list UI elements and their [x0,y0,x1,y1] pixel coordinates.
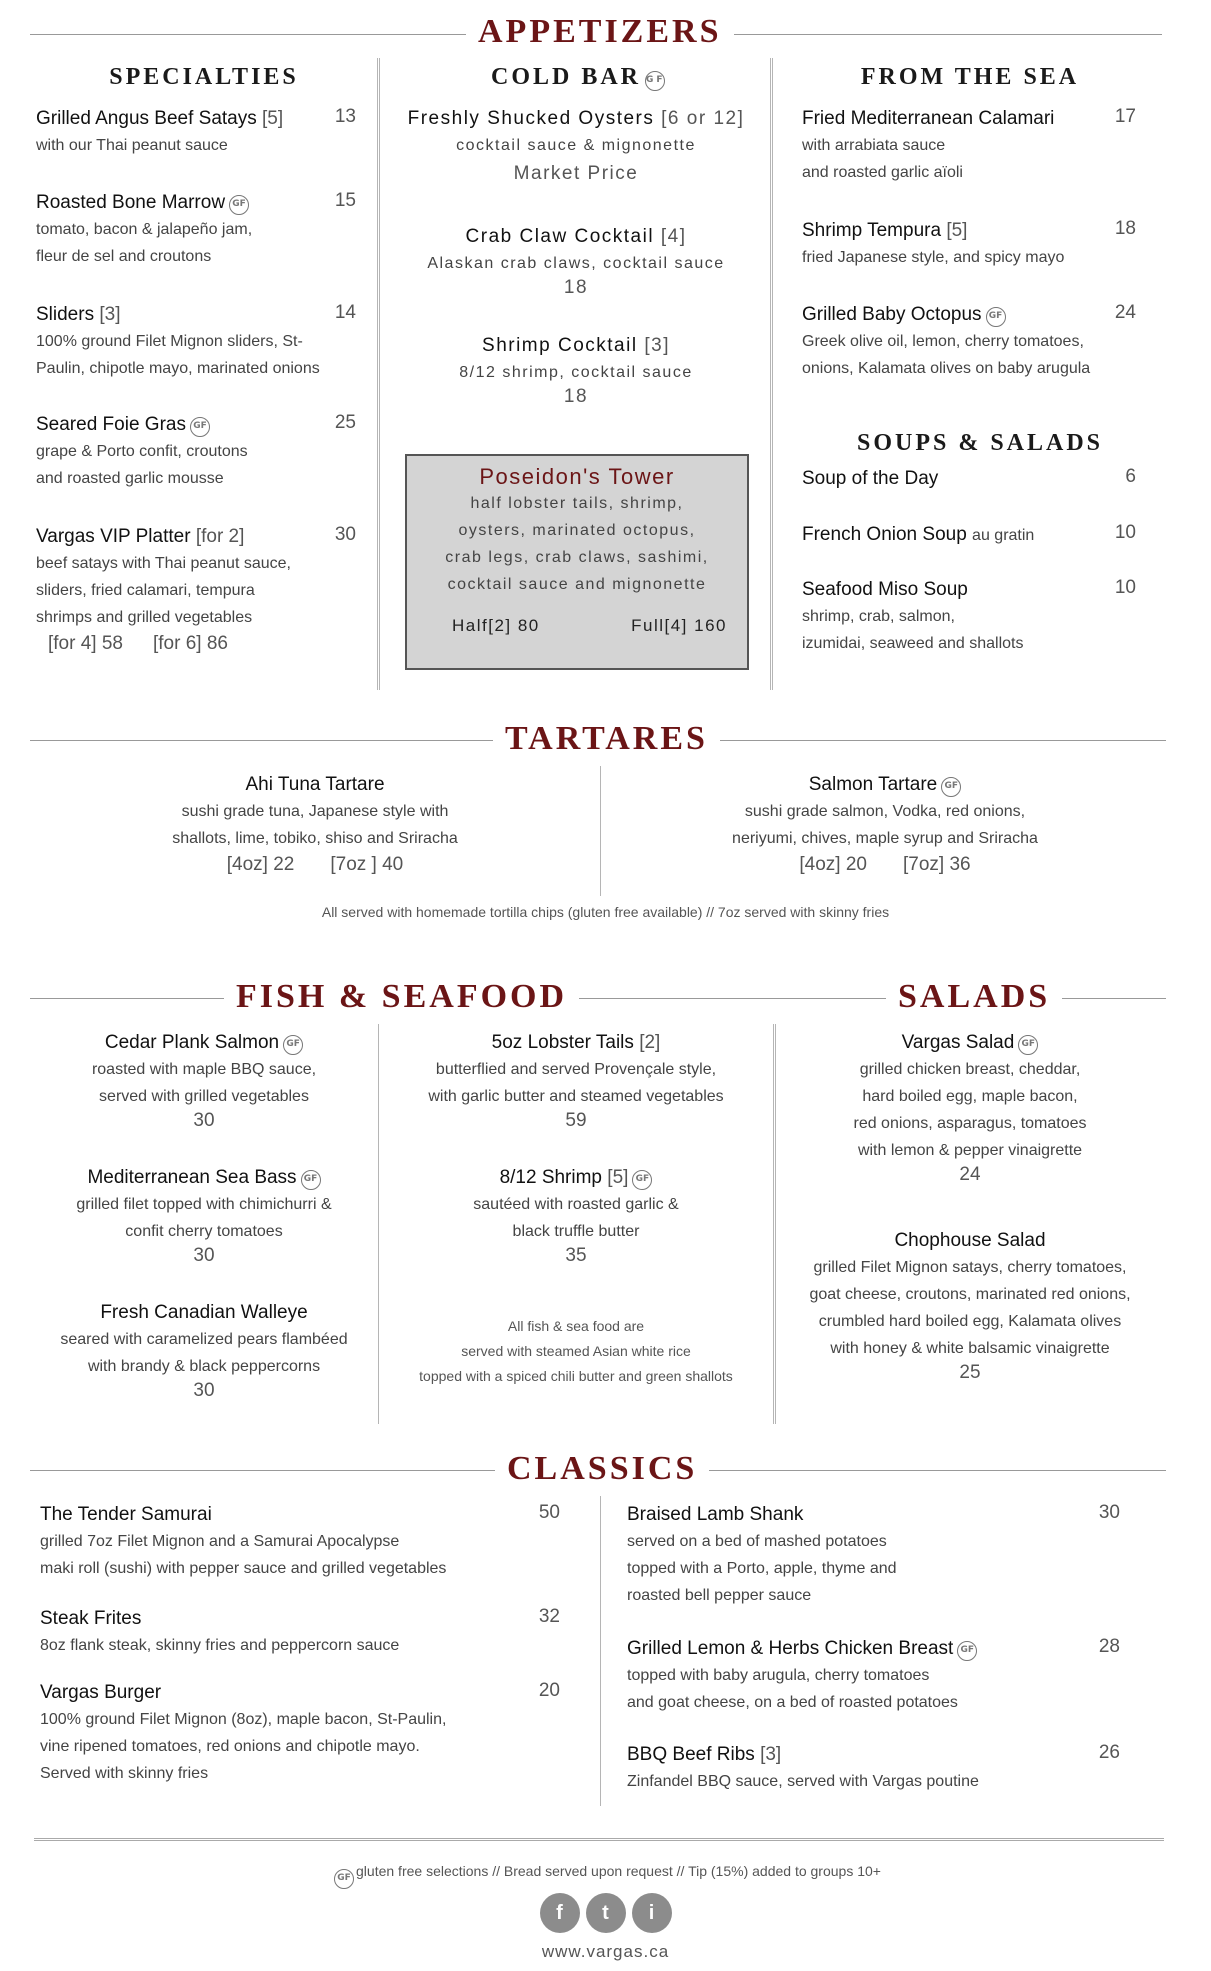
section-title-appetizers: APPETIZERS [466,12,734,52]
section-title-tartares: TARTARES [493,719,720,759]
column-divider [378,1024,379,1424]
menu-item: Grilled Lemon & Herbs Chicken Breast GF 28 topped with baby arugula, cherry tomatoes and goat cheese, on a bed of roasted potatoes [627,1636,1120,1711]
gluten-free-icon: GF [645,71,665,91]
menu-item: Steak Frites 32 8oz flank steak, skinny fries and peppercorn sauce [40,1606,560,1654]
gluten-free-icon: GF [229,195,249,215]
menu-item-oysters: Freshly Shucked Oysters [6 or 12] cocktail sauce & mignonette Market Price [407,108,745,184]
column-divider [377,58,380,690]
menu-item: Soup of the Day 6 [802,466,1136,489]
facebook-icon[interactable]: f [540,1893,580,1933]
menu-item: 5oz Lobster Tails [2] butterflied and served Provençale style, with garlic butter and steamed vegetables 59 [428,1032,724,1131]
gluten-free-icon: GF [941,777,961,797]
menu-item-crab-claw: Crab Claw Cocktail [4] Alaskan crab claws, cocktail sauce 18 [427,226,725,298]
website-link[interactable]: www.vargas.ca [541,1942,670,1961]
menu-item: The Tender Samurai 50 grilled 7oz Filet Mignon and a Samurai Apocalypse maki roll (sushi) with pepper sauce and grilled vegetables [40,1502,560,1577]
menu-item: Vargas Salad GF grilled chicken breast, cheddar, hard boiled egg, maple bacon, red onions, asparagus, tomatoes with lemon & pepper vinaigrette 24 [853,1032,1087,1185]
menu-item: French Onion Soup au gratin 10 [802,522,1136,545]
divider [34,1838,1164,1841]
social-links [0,1893,1211,1933]
gluten-free-icon: GF [301,1170,321,1190]
column-divider [600,766,601,896]
menu-item: Vargas VIP Platter [for 2] 30 beef satays with Thai peanut sauce, sliders, fried calamari, tempura shrimps and grilled vegetables [for 4] 58 [for 6] 86 [36,524,356,654]
footer-note: GF gluten free selections // Bread served upon request // Tip (15%) added to groups 10+ [0,1863,1211,1889]
menu-item: Roasted Bone Marrow GF 15 tomato, bacon & jalapeño jam, fleur de sel and croutons [36,190,356,265]
menu-item: Chophouse Salad grilled Filet Mignon satays, cherry tomatoes, goat cheese, croutons, marinated red onions, crumbled hard boiled egg, Kalamata olives with honey & white balsamic vinaigrette 25 [809,1230,1131,1383]
menu-item: Grilled Angus Beef Satays [5] 13 with our Thai peanut sauce [36,106,356,154]
gluten-free-icon: GF [957,1641,977,1661]
gluten-free-icon: GF [334,1869,354,1889]
gluten-free-icon: GF [283,1035,303,1055]
menu-item-shrimp-cocktail: Shrimp Cocktail [3] 8/12 shrimp, cocktail sauce 18 [459,335,693,407]
menu-item: Fried Mediterranean Calamari 17 with arrabiata sauce and roasted garlic aïoli [802,106,1136,181]
menu-item: 8/12 Shrimp [5] GF sautéed with roasted garlic & black truffle butter 35 [473,1167,679,1266]
menu-item: Salmon Tartare GF sushi grade salmon, Vodka, red onions, neriyumi, chives, maple syrup and Sriracha [4oz] 20 [7oz] 36 [732,774,1038,875]
menu-item: Seared Foie Gras GF 25 grape & Porto confit, croutons and roasted garlic mousse [36,412,356,487]
gluten-free-icon: GF [190,417,210,437]
twitter-icon[interactable]: t [586,1893,626,1933]
menu-item: Cedar Plank Salmon GF roasted with maple BBQ sauce, served with grilled vegetables 30 [91,1032,317,1131]
section-title-salads: SALADS [886,977,1062,1017]
subsection-title-from-the-sea: FROM THE SEA [860,64,1080,90]
column-divider [600,1496,601,1806]
menu-item: BBQ Beef Ribs [3] 26 Zinfandel BBQ sauce, served with Vargas poutine [627,1742,1120,1790]
subsection-title-cold-bar: COLD BAR GF [490,64,666,90]
menu-item: Seafood Miso Soup 10 shrimp, crab, salmon, izumidai, seaweed and shallots [802,577,1136,652]
menu-item: Fresh Canadian Walleye seared with caramelized pears flambéed with brandy & black peppercorns 30 [60,1302,348,1401]
poseidons-tower-box: Poseidon's Tower half lobster tails, shrimp, oysters, marinated octopus, crab legs, crab claws, sashimi, cocktail sauce and mignonette Half[2] 80 Full[4] 160 [405,454,749,670]
menu-item: Shrimp Tempura [5] 18 fried Japanese style, and spicy mayo [802,218,1136,266]
section-title-classics: CLASSICS [495,1449,709,1489]
menu-item: Sliders [3] 14 100% ground Filet Mignon sliders, St- Paulin, chipotle mayo, marinated onions [36,302,356,377]
subsection-title-soups-salads: SOUPS & SALADS [856,430,1104,456]
gluten-free-icon: GF [986,307,1006,327]
menu-item: Vargas Burger 20 100% ground Filet Mignon (8oz), maple bacon, St-Paulin, vine ripened tomatoes, red onions and chipotle mayo. Served with skinny fries [40,1680,560,1782]
tower-title: Poseidon's Tower [479,464,675,489]
menu-item: Ahi Tuna Tartare sushi grade tuna, Japanese style with shallots, lime, tobiko, shiso and Sriracha [4oz] 22 [7oz ] 40 [172,774,458,875]
menu-item: Braised Lamb Shank 30 served on a bed of mashed potatoes topped with a Porto, apple, thyme and roasted bell pepper sauce [627,1502,1120,1604]
tartares-note: All served with homemade tortilla chips (gluten free available) // 7oz served with skinny fries [321,904,890,920]
menu-item: Mediterranean Sea Bass GF grilled filet topped with chimichurri & confit cherry tomatoes 30 [76,1167,332,1266]
instagram-icon[interactable]: i [632,1893,672,1933]
column-divider [770,58,773,690]
section-title-fish-seafood: FISH & SEAFOOD [224,977,579,1017]
gluten-free-icon: GF [1018,1035,1038,1055]
menu-item: Grilled Baby Octopus GF 24 Greek olive oil, lemon, cherry tomatoes, onions, Kalamata olives on baby arugula [802,302,1136,377]
gluten-free-icon: GF [632,1170,652,1190]
fish-note: All fish & sea food are served with steamed Asian white rice topped with a spiced chili butter and green shallots [419,1318,733,1384]
column-divider [773,1024,776,1424]
subsection-title-specialties: SPECIALTIES [109,64,299,90]
